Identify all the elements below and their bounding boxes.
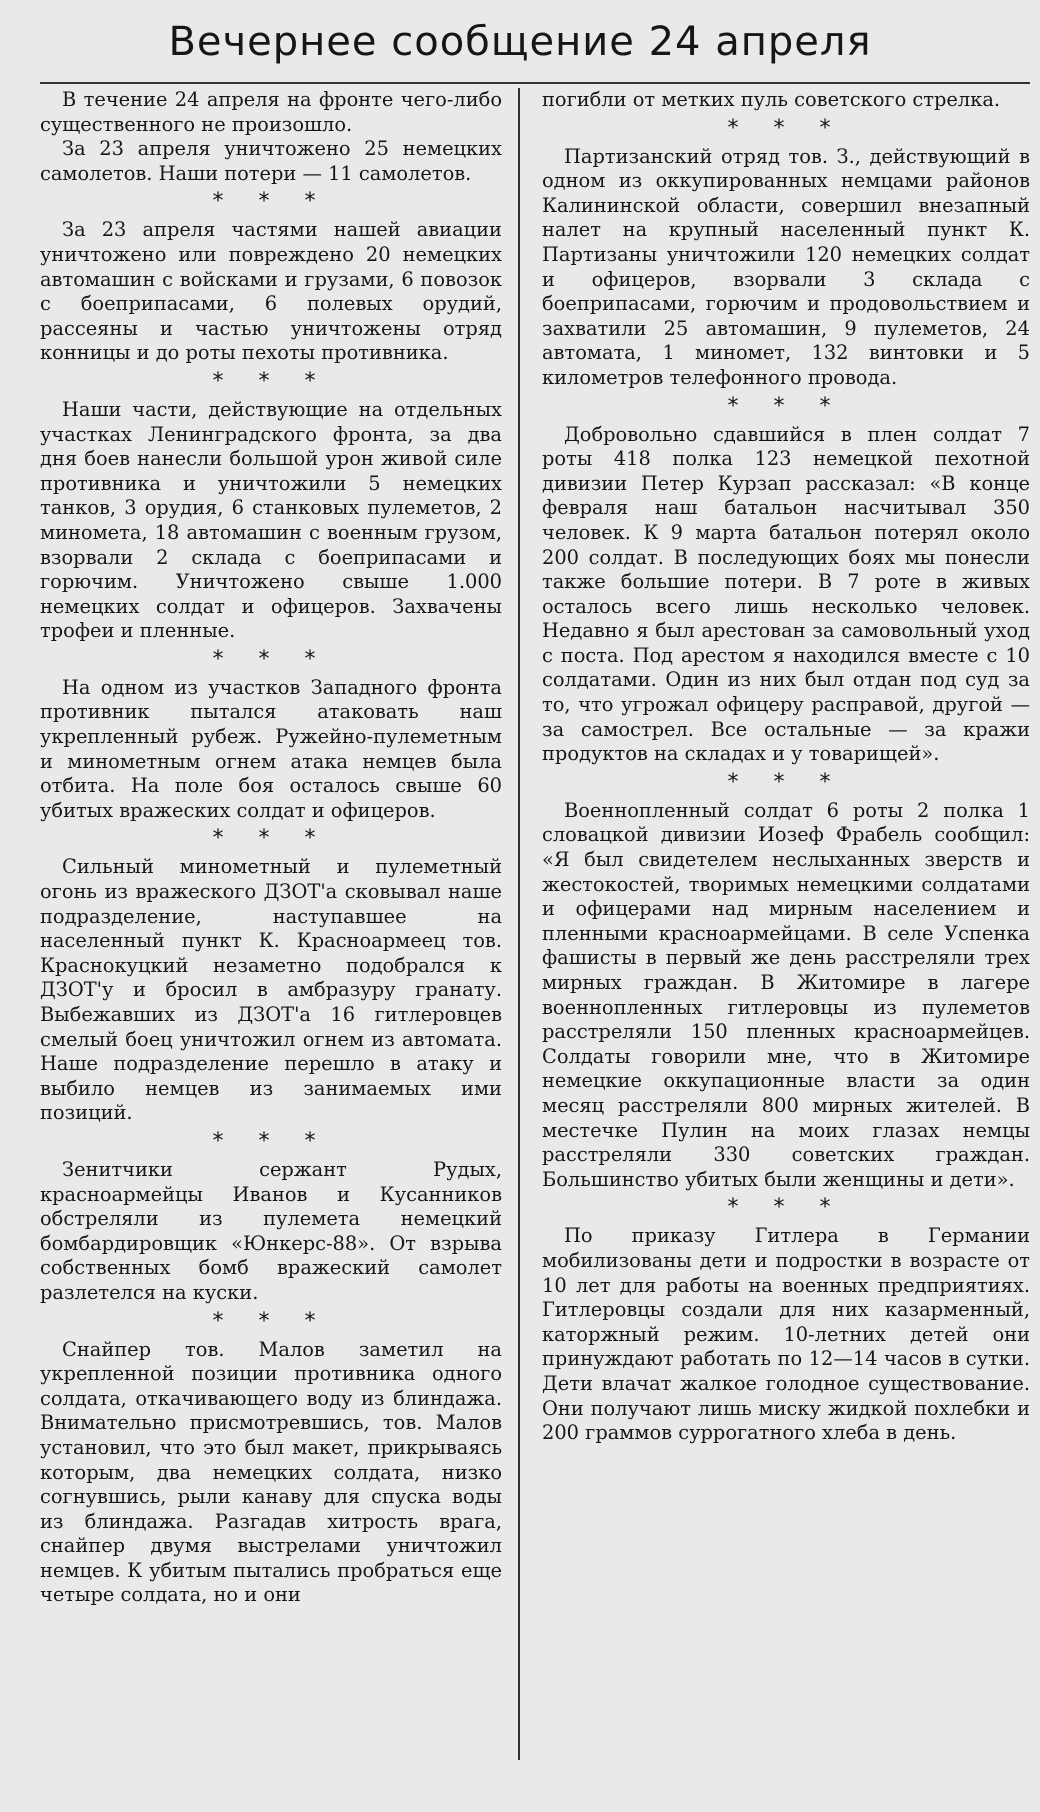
header-rule	[40, 82, 1030, 84]
news-paragraph: Зенитчики сержант Рудых, красноармейцы Иванов и Кусанников обстреляли из пулемета немецкий бомбардировщик «Юнкерс-88». От взрыва собственных бомб вражеский самолет разлетелся на куски.	[40, 1157, 502, 1304]
section-separator: * * *	[212, 1128, 330, 1154]
news-paragraph: За 23 апреля частями нашей авиации уничтожено или повреждено 20 немецких автомашин с войсками и грузами, 6 повозок с боеприпасами, 6 полевых орудий, рассеяны и частью уничтожены отряд конницы и до роты пехоты противника.	[40, 218, 502, 365]
news-paragraph: Снайпер тов. Малов заметил на укрепленной позиции противника одного солдата, откачивающего воду из блиндажа. Внимательно присмотревшись, тов. Малов установил, что это был макет, прикрываясь которым, два немецких солдата, низко согнувшись, рыли канаву для спуска воды из блиндажа. Разгадав хитрость врага, снайпер двумя выстрелами уничтожил немцев. К убитым пытались пробраться еще четыре солдата, но и они	[40, 1337, 502, 1607]
left-column	[40, 88, 520, 1760]
article-columns	[40, 88, 1030, 1812]
section-separator: * * *	[212, 646, 330, 672]
section-separator: * * *	[212, 189, 330, 215]
right-column	[520, 88, 1030, 1808]
news-paragraph: Наши части, действующие на отдельных участках Ленинградского фронта, за два дня боев нанесли большой урон живой силе противника и уничтожили 5 немецких танков, 3 орудия, 6 станковых пулеметов, 2 миномета, 18 автомашин с военным грузом, взорвали 2 склада с боеприпасами и горючим. Уничтожено свыше 1.000 немецких солдат и офицеров. Захвачены трофеи и пленные.	[40, 397, 502, 643]
section-separator: * * *	[727, 115, 845, 141]
news-paragraph: За 23 апреля уничтожено 25 немецких самолетов. Наши потери — 11 самолетов.	[40, 137, 502, 185]
news-paragraph: Военнопленный солдат 6 роты 2 полка 1 словацкой дивизии Иозеф Фрабель сообщил: «Я был свидетелем неслыханных зверств и жестокостей, творимых немецкими солдатами и офицерами над мирным населением и пленными красноармейцами. В селе Успенка фашисты в первый же день расстреляли трех мирных граждан. В Житомире в лагере военнопленных гитлеровцы из пулеметов расстреляли 150 пленных красноармейцев. Солдаты говорили мне, что в Житомире немецкие оккупационные власти за один месяц расстреляли 800 мирных жителей. В местечке Пулин на моих глазах немцы расстреляли 330 советских граждан. Большинство убитых были женщины и дети».	[542, 798, 1030, 1191]
news-paragraph: В течение 24 апреля на фронте чего-либо существенного не произошло.	[40, 88, 502, 136]
section-separator: * * *	[727, 1195, 845, 1221]
section-separator: * * *	[212, 368, 330, 394]
section-separator: * * *	[212, 826, 330, 852]
news-paragraph: Сильный минометный и пулеметный огонь из вражеского ДЗОТ'а сковывал наше подразделение, наступавшее на населенный пункт К. Красноармеец тов. Краснокуцкий незаметно подобрался к ДЗОТ'у и бросил в амбразуру гранату. Выбежавших из ДЗОТ'а 16 гитлеровцев смелый боец уничтожил огнем из автомата. Наше подразделение перешло в атаку и выбило немцев из занимаемых ими позиций.	[40, 855, 502, 1125]
section-separator: * * *	[212, 1308, 330, 1334]
news-paragraph: погибли от метких пуль советского стрелка.	[542, 88, 1001, 111]
news-paragraph: Добровольно сдавшийся в плен солдат 7 роты 418 полка 123 немецкой пехотной дивизии Петер Курзап рассказал: «В конце февраля наш батальон насчитывал 350 человек. К 9 марта батальон потерял около 200 солдат. В последующих боях мы понесли также большие потери. В 7 роте в живых осталось всего лишь несколько человек. Недавно я был арестован за самовольный уход с поста. Под арестом я находился вместе с 10 солдатами. Один из них был отдан под суд за то, что угрожал офицеру расправой, другой — за самострел. Все остальные — за кражи продуктов на складах и у товарищей».	[542, 422, 1030, 766]
section-separator: * * *	[727, 393, 845, 419]
section-separator: * * *	[727, 769, 845, 795]
news-paragraph: На одном из участков Западного фронта противник пытался атаковать наш укрепленный рубеж. Ружейно-пулеметным и минометным огнем атака немцев была отбита. На поле боя осталось свыше 60 убитых вражеских солдат и офицеров.	[40, 675, 502, 822]
headline: Вечернее сообщение 24 апреля	[168, 19, 872, 65]
news-paragraph: По приказу Гитлера в Германии мобилизованы дети и подростки в возрасте от 10 лет для работы на военных предприятиях. Гитлеровцы создали для них казарменный, каторжный режим. 10-летних детей они принуждают работать по 12—14 часов в сутки. Дети влачат жалкое голодное существование. Они получают лишь миску жидкой похлебки и 200 граммов суррогатного хлеба в день.	[542, 1224, 1030, 1445]
news-paragraph: Партизанский отряд тов. З., действующий в одном из оккупированных немцами районов Калининской области, совершил внезапный налет на крупный населенный пункт К. Партизаны уничтожили 120 немецких солдат и офицеров, взорвали 3 склада с боеприпасами, горючим и продовольствием и захватили 25 автомашин, 9 пулеметов, 24 автомата, 1 миномет, 132 винтовки и 5 километров телефонного провода.	[542, 144, 1030, 389]
